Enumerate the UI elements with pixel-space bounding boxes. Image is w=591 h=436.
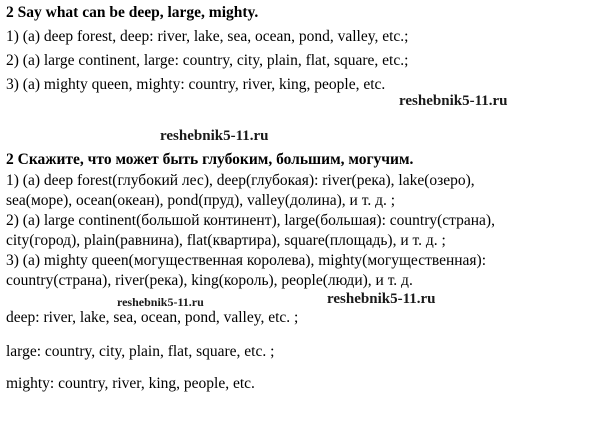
- watermark: reshebnik5-11.ru: [327, 291, 436, 307]
- summary-mighty: mighty: country, river, king, people, etc.: [6, 375, 255, 392]
- english-line-1: 1) (a) deep forest, deep: river, lake, sea, ocean, pond, valley, etc.;: [6, 28, 409, 45]
- russian-line-4: city(город), plain(равнина), flat(квартира), square(площадь), и т. д. ;: [6, 232, 446, 249]
- russian-line-2: sea(море), ocean(океан), pond(пруд), valley(долина), и т. д. ;: [6, 192, 396, 209]
- summary-deep: deep: river, lake, sea, ocean, pond, valley, etc. ;: [6, 309, 299, 326]
- watermark: reshebnik5-11.ru: [117, 295, 204, 309]
- russian-line-5: 3) (a) mighty queen(могущественная королева), mighty(могущественная):: [6, 252, 487, 269]
- english-heading: 2 Say what can be deep, large, mighty.: [6, 4, 259, 21]
- russian-line-6: country(страна), river(река), king(король), people(люди), и т. д.: [6, 272, 413, 289]
- russian-line-3: 2) (a) large continent(большой континент), large(большая): country(страна),: [6, 212, 495, 229]
- english-line-3: 3) (a) mighty queen, mighty: country, river, king, people, etc.: [6, 76, 386, 93]
- english-line-2: 2) (a) large continent, large: country, city, plain, flat, square, etc.;: [6, 52, 409, 69]
- watermark: reshebnik5-11.ru: [399, 93, 508, 109]
- russian-line-1: 1) (a) deep forest(глубокий лес), deep(глубокая): river(река), lake(озеро),: [6, 172, 475, 189]
- watermark: reshebnik5-11.ru: [160, 128, 269, 144]
- summary-large: large: country, city, plain, flat, square, etc. ;: [6, 343, 275, 360]
- russian-heading: 2 Скажите, что может быть глубоким, большим, могучим.: [6, 151, 414, 168]
